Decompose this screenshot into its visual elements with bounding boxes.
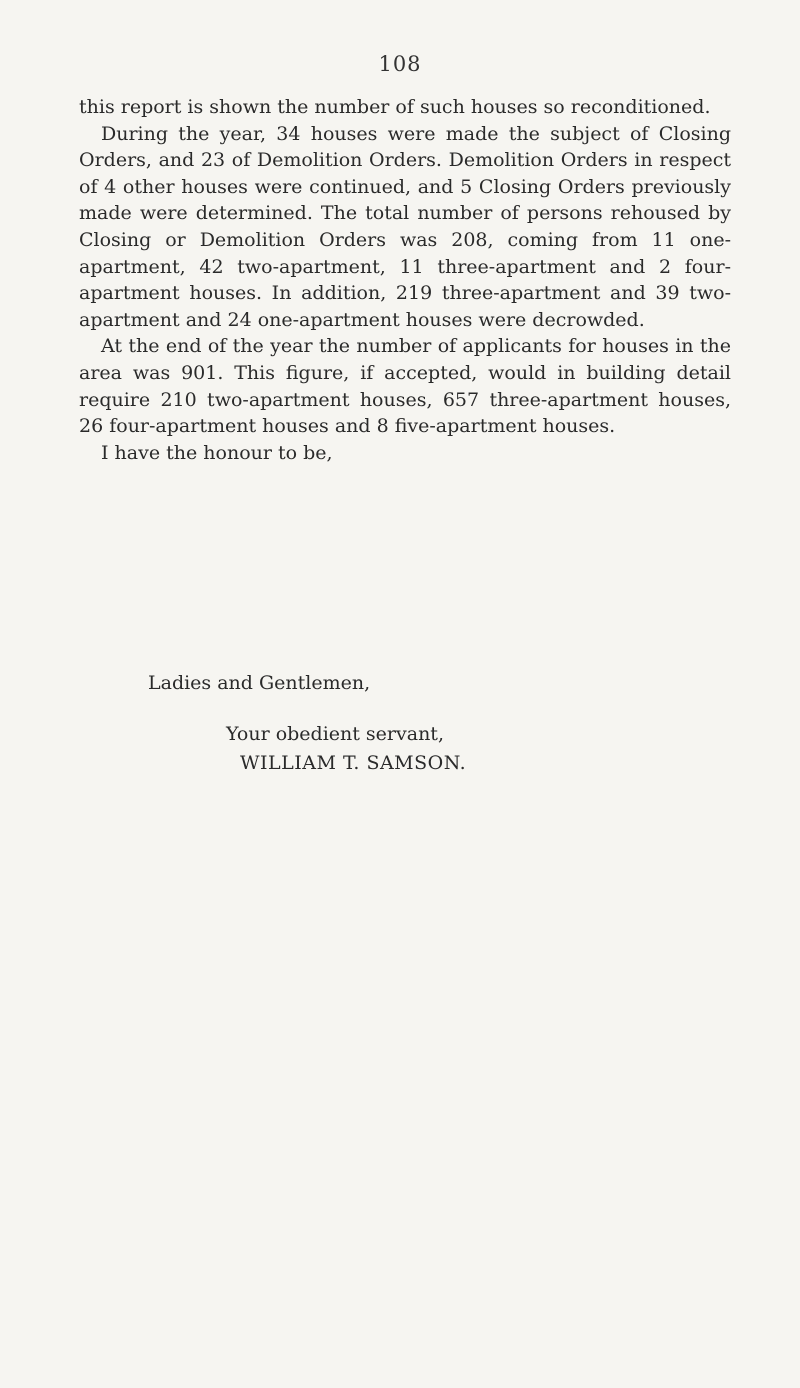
signature-name: WILLIAM T. SAMSON. [240, 752, 467, 774]
salutation: Ladies and Gentlemen, [148, 672, 371, 694]
paragraph-orders: During the year, 34 houses were made the subject of Closing Orders, and 23 of Demolition Orders. Demolition Orders in respect of 4 other houses were continued, and 5 Closing Orders previously made were determined. The total number of persons rehoused by Closing or Demolition Orders was 208, coming from 11 one-apartment, 42 two-apartment, 11 three-apartment and 2 four-apartment houses. In addition, 219 three-apartment and 39 two-apartment and 24 one-apartment houses were decrowded. [79, 122, 731, 331]
closing-line: Your obedient servant, [226, 723, 444, 745]
body-text [79, 94, 731, 466]
paragraph-applicants: At the end of the year the number of applicants for houses in the area was 901. This figure, if accepted, would in building detail require 210 two-apartment houses, 657 three-apartment houses, 26 four-apartment houses and 8 five-apartment houses. [79, 335, 731, 438]
paragraph-honour: I have the honour to be, [101, 441, 333, 464]
paragraph-continuation: this report is shown the number of such houses so reconditioned. [79, 96, 711, 118]
page-number: 108 [378, 52, 422, 76]
